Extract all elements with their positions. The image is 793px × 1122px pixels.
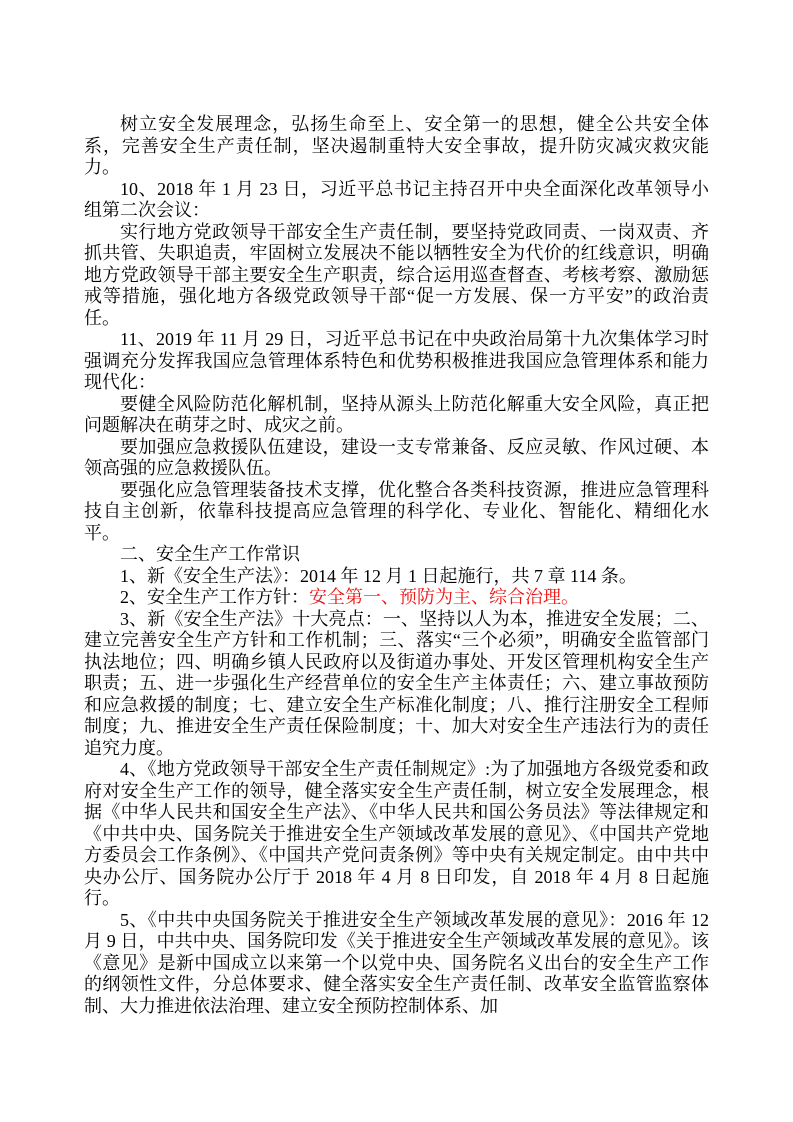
paragraph-item-2-work-policy xyxy=(84,587,709,609)
paragraph-item-11-point-risk-prevention: 要健全风险防范化解机制，坚持从源头上防范化解重大安全风险，真正把问题解决在萌芽之时、成灾之前。 xyxy=(84,393,709,435)
work-policy-label: 2、安全生产工作方针： xyxy=(120,587,309,607)
section-heading-work-knowledge: 二、安全生产工作常识 xyxy=(120,544,300,564)
paragraph-safety-development-concept: 树立安全发展理念，弘扬生命至上、安全第一的思想，健全公共安全体系，完善安全生产责任制，坚决遏制重特大安全事故，提升防灾减灾救灾能力。 xyxy=(84,114,709,177)
paragraph-item-10-heading: 10、2018 年 1 月 23 日，习近平总书记主持召开中央全面深化改革领导小组第二次会议： xyxy=(84,178,709,220)
paragraph-item-10-body: 实行地方党政领导干部安全生产责任制，要坚持党政同责、一岗双责、齐抓共管、失职追责，牢固树立发展决不能以牺牲安全为代价的红线意识，明确地方党政领导干部主要安全生产职责，综合运用巡查督查、考核考察、激励惩戒等措施，强化地方各级党政领导干部“促一方发展、保一方平安”的政治责任。 xyxy=(84,221,709,328)
work-policy-highlighted-text: 安全第一、预防为主、综合治理。 xyxy=(309,587,579,607)
paragraph-item-11-heading: 11、2019 年 11 月 29 日，习近平总书记在中央政治局第十九次集体学习时强调充分发挥我国应急管理体系特色和优势积极推进我国应急管理体系和能力现代化： xyxy=(84,329,709,392)
paragraph-item-11-point-technology: 要强化应急管理装备技术支撑，优化整合各类科技资源，推进应急管理科技自主创新，依靠科技提高应急管理的科学化、专业化、智能化、精细化水平。 xyxy=(84,479,709,543)
paragraph-item-11-point-rescue-teams: 要加强应急救援队伍建设，建设一支专常兼备、反应灵敏、作风过硬、本领高强的应急救援队伍。 xyxy=(84,436,709,478)
paragraph-item-5-reform-opinion: 5、《中共中央国务院关于推进安全生产领域改革发展的意见》：2016 年 12 月 9 日，中共中央、国务院印发《关于推进安全生产领域改革发展的意见》。该《意见》是新中国成立以来第一个以党中央、国务院名义出台的安全生产工作的纲领性文件，分总体要求、健全落实安全生产责任制、改革安全监管监察体制、大力推进依法治理、建立安全预防控制体系、加 xyxy=(84,909,709,1016)
paragraph-item-1-safety-law: 1、新《安全生产法》：2014 年 12 月 1 日起施行，共 7 章 114 条。 xyxy=(120,565,637,586)
paragraph-item-4-responsibility-regulation: 4、《地方党政领导干部安全生产责任制规定》:为了加强地方各级党委和政府对安全生产工作的领导，健全落实安全生产责任制，树立安全发展理念，根据《中华人民共和国安全生产法》、《中华人民共和国公务员法》等法律规定和《中共中央、国务院关于推进安全生产领域改革发展的意见》、《中国共产党地方委员会工作条例》、《中国共产党问责条例》等中央有关规定制定。由中共中央办公厅、国务院办公厅于 2018 年 4 月 8 日印发，自 2018 年 4 月 8 日起施行。 xyxy=(84,759,709,908)
paragraph-item-3-ten-highlights: 3、新《安全生产法》十大亮点：一、坚持以人为本，推进安全发展；二、建立完善安全生产方针和工作机制；三、落实“三个必须”，明确安全监管部门执法地位；四、明确乡镇人民政府以及街道办事处、开发区管理机构安全生产职责；五、进一步强化生产经营单位的安全生产主体责任；六、建立事故预防和应急救援的制度；七、建立安全生产标准化制度；八、推行注册安全工程师制度；九、推进安全生产责任保险制度；十、加大对安全生产违法行为的责任追究力度。 xyxy=(84,608,709,758)
